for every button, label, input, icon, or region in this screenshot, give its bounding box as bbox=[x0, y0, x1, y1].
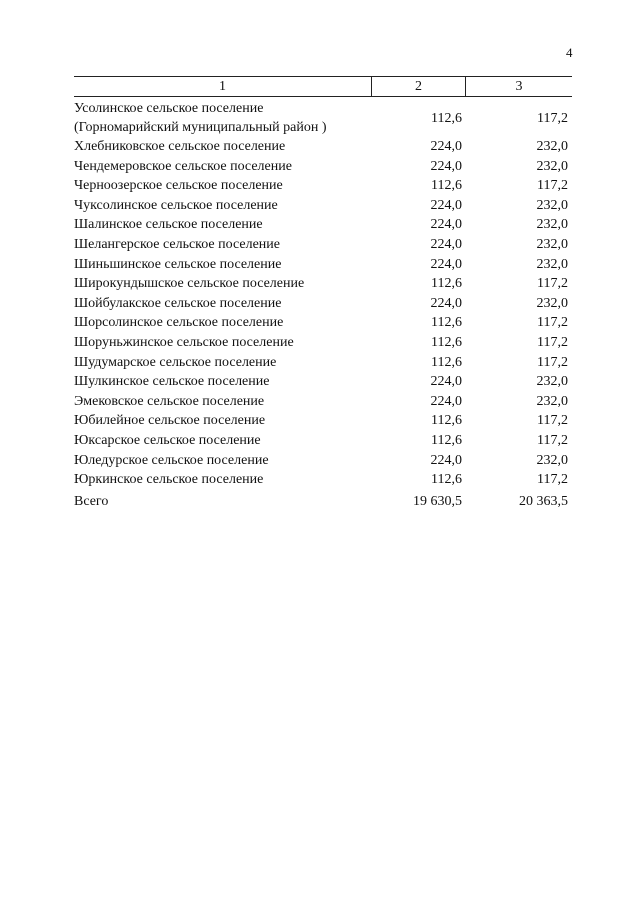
table-row bbox=[74, 470, 572, 490]
allocation-table bbox=[74, 76, 572, 511]
header-col-2: 2 bbox=[372, 77, 466, 96]
settlement-name: Юксарское сельское поселение bbox=[74, 432, 261, 448]
value-col-3: 232,0 bbox=[536, 139, 568, 154]
settlement-name: Шорсолинское сельское поселение bbox=[74, 315, 284, 331]
table-row bbox=[74, 255, 572, 275]
table-row bbox=[74, 99, 572, 137]
table-row bbox=[74, 313, 572, 333]
value-col-3: 117,2 bbox=[537, 178, 568, 194]
table-rows bbox=[74, 137, 572, 490]
settlement-name: Чуксолинское сельское поселение bbox=[74, 197, 278, 213]
value-col-3: 117,2 bbox=[537, 413, 568, 429]
settlement-name: Чендемеровское сельское поселение bbox=[74, 158, 292, 174]
table-row bbox=[74, 431, 572, 451]
value-col-2: 224,0 bbox=[430, 236, 462, 252]
settlement-name: Юркинское сельское поселение bbox=[74, 472, 264, 488]
settlement-name-line2: (Горномарийский муниципальный район ) bbox=[74, 120, 327, 135]
settlement-name bbox=[74, 99, 404, 137]
value-col-2: 112,6 bbox=[431, 334, 462, 350]
value-col-2: 112,6 bbox=[431, 432, 462, 448]
settlement-name: Хлебниковское сельское поселение bbox=[74, 139, 286, 154]
value-col-3: 232,0 bbox=[536, 256, 568, 272]
table-body bbox=[74, 97, 572, 511]
value-col-3: 117,2 bbox=[537, 276, 568, 292]
value-col-3: 232,0 bbox=[536, 217, 568, 233]
value-col-3: 117,2 bbox=[537, 432, 568, 448]
value-col-2: 224,0 bbox=[430, 158, 462, 174]
total-col-2: 19 630,5 bbox=[413, 493, 462, 509]
table-row bbox=[74, 176, 572, 196]
settlement-name-line1: Усолинское сельское поселение bbox=[74, 101, 264, 116]
value-col-3: 117,2 bbox=[537, 315, 568, 331]
table-row bbox=[74, 353, 572, 373]
value-col-3: 232,0 bbox=[536, 393, 568, 409]
table-row bbox=[74, 372, 572, 392]
table-header-row bbox=[74, 76, 572, 97]
table-row bbox=[74, 411, 572, 431]
value-col-2: 224,0 bbox=[430, 256, 462, 272]
value-col-3: 232,0 bbox=[536, 236, 568, 252]
settlement-name: Эмековское сельское поселение bbox=[74, 393, 265, 409]
table-row bbox=[74, 137, 572, 157]
value-col-2: 112,6 bbox=[431, 178, 462, 194]
value-col-2: 112,6 bbox=[431, 315, 462, 331]
settlement-name: Юбилейное сельское поселение bbox=[74, 413, 266, 429]
value-col-3: 117,2 bbox=[537, 354, 568, 370]
value-col-3: 232,0 bbox=[536, 197, 568, 213]
value-col-3: 117,2 bbox=[537, 472, 568, 488]
settlement-name: Шулкинское сельское поселение bbox=[74, 374, 270, 390]
total-col-3: 20 363,5 bbox=[519, 493, 568, 509]
table-row bbox=[74, 235, 572, 255]
value-col-2: 112,6 bbox=[431, 472, 462, 488]
value-col-2: 224,0 bbox=[430, 374, 462, 390]
value-col-2: 224,0 bbox=[430, 295, 462, 311]
value-col-2: 224,0 bbox=[430, 197, 462, 213]
settlement-name: Шиньшинское сельское поселение bbox=[74, 256, 282, 272]
settlement-name: Шойбулакское сельское поселение bbox=[74, 295, 282, 311]
settlement-name: Шалинское сельское поселение bbox=[74, 217, 263, 233]
table-row bbox=[74, 215, 572, 235]
table-row bbox=[74, 157, 572, 177]
value-col-2: 112,6 bbox=[431, 413, 462, 429]
value-col-3: 117,2 bbox=[537, 334, 568, 350]
value-col-2: 112,6 bbox=[431, 276, 462, 292]
value-col-3: 232,0 bbox=[536, 452, 568, 468]
header-col-3: 3 bbox=[515, 79, 523, 94]
table-row bbox=[74, 274, 572, 294]
settlement-name: Шелангерское сельское поселение bbox=[74, 236, 280, 252]
settlement-name: Широкундышское сельское поселение bbox=[74, 276, 305, 292]
table-row bbox=[74, 294, 572, 314]
header-col-1: 1 bbox=[74, 77, 372, 96]
table-row bbox=[74, 333, 572, 353]
value-col-3: 117,2 bbox=[537, 111, 568, 126]
total-row bbox=[74, 492, 572, 512]
value-col-3: 232,0 bbox=[536, 158, 568, 174]
value-col-2: 224,0 bbox=[430, 393, 462, 409]
value-col-3: 232,0 bbox=[536, 295, 568, 311]
value-col-2: 224,0 bbox=[430, 139, 462, 154]
value-col-2: 224,0 bbox=[430, 217, 462, 233]
settlement-name: Черноозерское сельское поселение bbox=[74, 178, 283, 194]
total-label: Всего bbox=[74, 493, 109, 509]
page-number: 4 bbox=[566, 45, 573, 60]
settlement-name: Юледурское сельское поселение bbox=[74, 452, 269, 468]
table-row bbox=[74, 451, 572, 471]
value-col-3: 232,0 bbox=[536, 374, 568, 390]
value-col-2: 112,6 bbox=[431, 354, 462, 370]
settlement-name: Шоруньжинское сельское поселение bbox=[74, 334, 294, 350]
settlement-name: Шудумарское сельское поселение bbox=[74, 354, 277, 370]
value-col-2: 112,6 bbox=[431, 111, 462, 126]
table-row bbox=[74, 196, 572, 216]
value-col-2: 224,0 bbox=[430, 452, 462, 468]
table-row bbox=[74, 392, 572, 412]
